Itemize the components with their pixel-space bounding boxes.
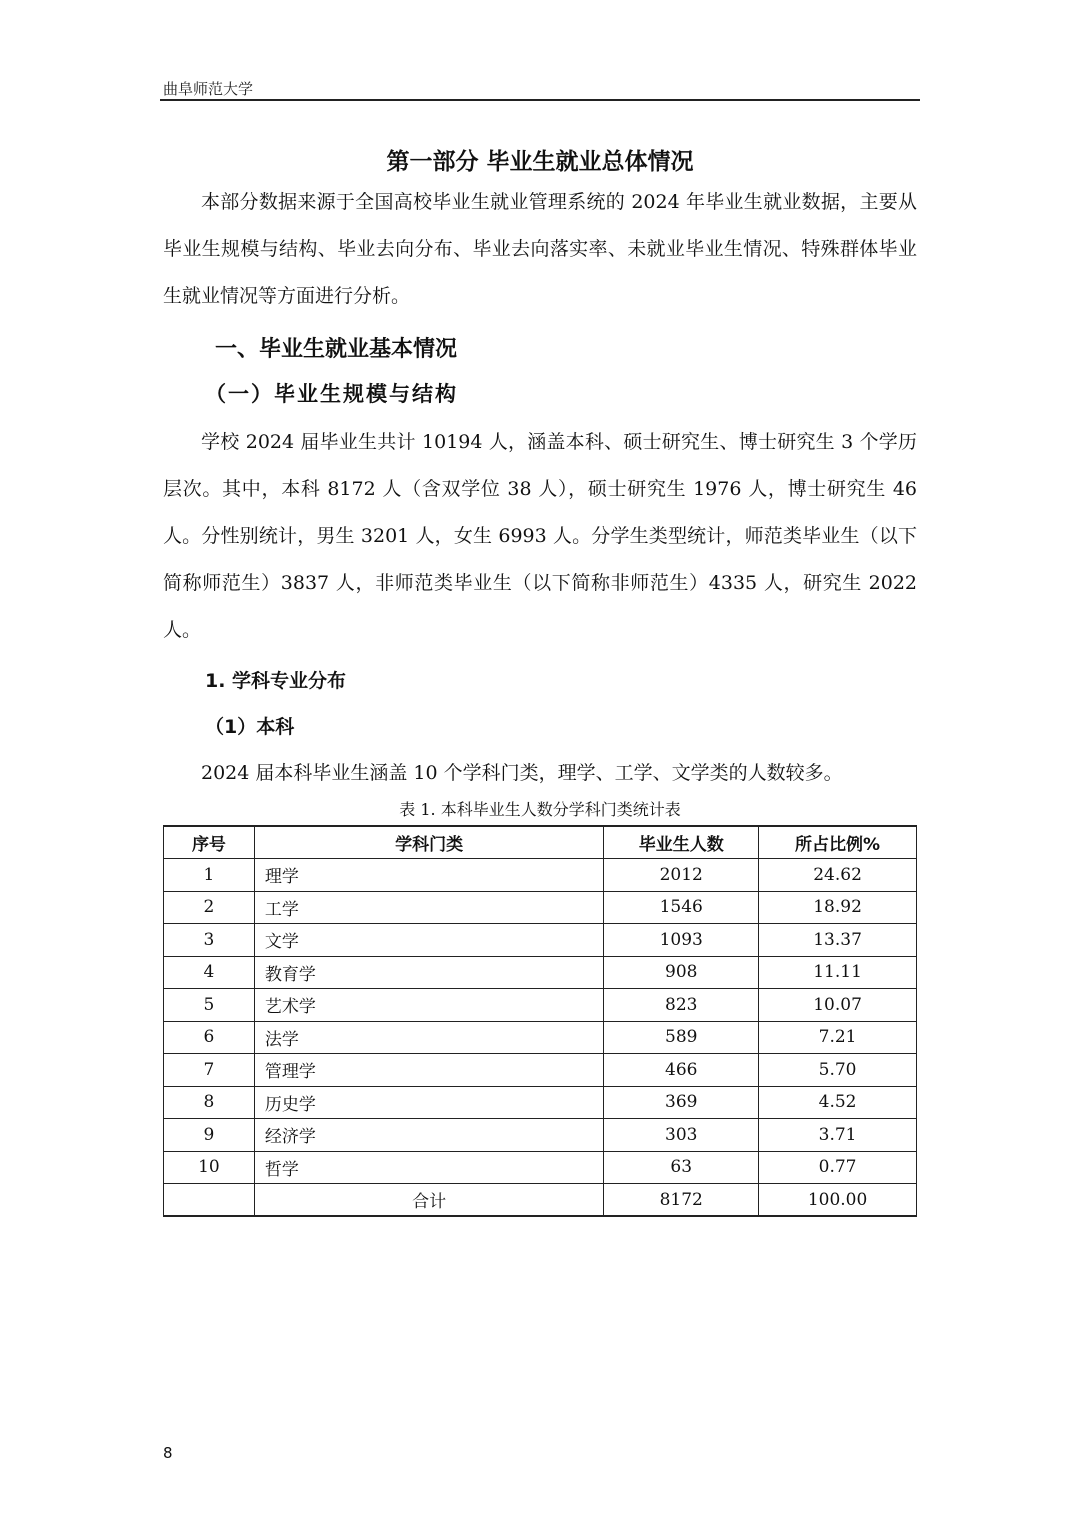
discipline-cell: 法学 <box>254 1021 603 1054</box>
table-row <box>164 891 917 924</box>
scale-paragraph: 学校 2024 届毕业生共计 10194 人，涵盖本科、硕士研究生、博士研究生 3 个学历层次。其中，本科 8172 人（含双学位 38 人），硕士研究生 1976 人，博士研究生 46 人。分性别统计，男生 3201 人，女生 6993 人。分学生类型统计，师范类毕业生（以下简称师范生）3837 人，非师范类毕业生（以下简称非师范生）4335 人，研究生 2022 人。 <box>163 431 917 641</box>
count-cell: 63 <box>604 1151 759 1184</box>
header-cell-percent: 所占比例% <box>759 826 917 859</box>
total-percent-cell: 100.00 <box>759 1184 917 1217</box>
table-row <box>164 1054 917 1087</box>
count-cell: 466 <box>604 1054 759 1087</box>
discipline-table <box>163 825 917 1217</box>
count-cell: 2012 <box>604 859 759 892</box>
count-cell: 589 <box>604 1021 759 1054</box>
discipline-cell: 艺术学 <box>254 989 603 1022</box>
percent-cell: 13.37 <box>759 924 917 957</box>
header-cell-count: 毕业生人数 <box>604 826 759 859</box>
index-cell: 6 <box>164 1021 255 1054</box>
percent-cell: 18.92 <box>759 891 917 924</box>
table-total-row <box>164 1184 917 1217</box>
discipline-cell: 经济学 <box>254 1119 603 1152</box>
table-row <box>164 1021 917 1054</box>
count-cell: 1546 <box>604 891 759 924</box>
table-row <box>164 1151 917 1184</box>
item-heading-undergrad: （1）本科 <box>205 716 295 738</box>
section-heading: 一、毕业生就业基本情况 <box>215 337 458 362</box>
table-header-row <box>164 826 917 859</box>
index-cell: 3 <box>164 924 255 957</box>
count-cell: 908 <box>604 956 759 989</box>
percent-cell: 0.77 <box>759 1151 917 1184</box>
index-cell: 1 <box>164 859 255 892</box>
percent-cell: 5.70 <box>759 1054 917 1087</box>
header-divider <box>160 99 920 101</box>
page-title: 第一部分 毕业生就业总体情况 <box>386 149 694 175</box>
header-cell-index: 序号 <box>164 826 255 859</box>
count-cell: 1093 <box>604 924 759 957</box>
total-label-cell: 合计 <box>254 1184 603 1217</box>
percent-cell: 4.52 <box>759 1086 917 1119</box>
index-cell: 4 <box>164 956 255 989</box>
table-row <box>164 989 917 1022</box>
percent-cell: 3.71 <box>759 1119 917 1152</box>
header-cell-discipline: 学科门类 <box>254 826 603 859</box>
percent-cell: 11.11 <box>759 956 917 989</box>
table-row <box>164 1086 917 1119</box>
table-caption: 表 1. 本科毕业生人数分学科门类统计表 <box>399 800 681 819</box>
discipline-cell: 理学 <box>254 859 603 892</box>
index-cell: 8 <box>164 1086 255 1119</box>
item-heading-discipline: 1. 学科专业分布 <box>205 670 347 692</box>
discipline-cell: 工学 <box>254 891 603 924</box>
percent-cell: 24.62 <box>759 859 917 892</box>
table-row <box>164 859 917 892</box>
percent-cell: 10.07 <box>759 989 917 1022</box>
discipline-cell: 文学 <box>254 924 603 957</box>
index-cell: 10 <box>164 1151 255 1184</box>
index-cell: 9 <box>164 1119 255 1152</box>
count-cell: 823 <box>604 989 759 1022</box>
index-cell: 2 <box>164 891 255 924</box>
total-blank-cell <box>164 1184 255 1217</box>
page-number: 8 <box>163 1444 173 1462</box>
count-cell: 303 <box>604 1119 759 1152</box>
discipline-cell: 哲学 <box>254 1151 603 1184</box>
intro-paragraph: 本部分数据来源于全国高校毕业生就业管理系统的 2024 年毕业生就业数据，主要从毕业生规模与结构、毕业去向分布、毕业去向落实率、未就业毕业生情况、特殊群体毕业生就业情况等方面进行分析。 <box>163 191 917 307</box>
table-row <box>164 956 917 989</box>
discipline-cell: 教育学 <box>254 956 603 989</box>
table-row <box>164 924 917 957</box>
table-body <box>164 859 917 1217</box>
undergrad-paragraph: 2024 届本科毕业生涵盖 10 个学科门类，理学、工学、文学类的人数较多。 <box>201 762 843 784</box>
running-header: 曲阜师范大学 <box>163 80 254 98</box>
index-cell: 5 <box>164 989 255 1022</box>
percent-cell: 7.21 <box>759 1021 917 1054</box>
index-cell: 7 <box>164 1054 255 1087</box>
discipline-cell: 管理学 <box>254 1054 603 1087</box>
subsection-heading: （一）毕业生规模与结构 <box>205 382 458 406</box>
table-row <box>164 1119 917 1152</box>
count-cell: 369 <box>604 1086 759 1119</box>
total-count-cell: 8172 <box>604 1184 759 1217</box>
discipline-cell: 历史学 <box>254 1086 603 1119</box>
